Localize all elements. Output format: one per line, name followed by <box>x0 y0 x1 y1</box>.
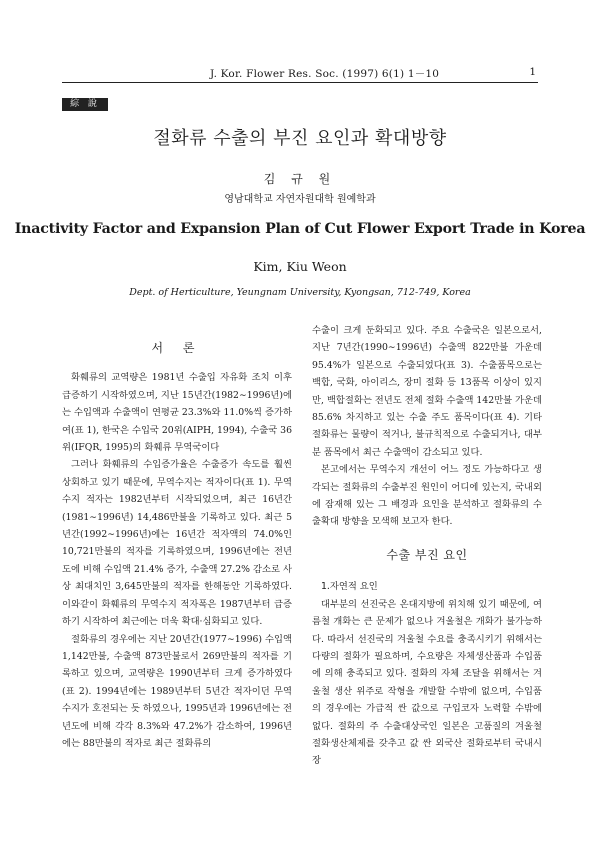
paragraph: 수출이 크게 둔화되고 있다. 주요 수출국은 일본으로서, 지난 7년간(1990∼1996년) 수출액 822만불 가운데 95.4%가 일본으로 수출되었다(표 3). 수출품목으로는 백합, 국화, 아이리스, 장미 절화 등 13품목 이상이 있지만, 백합절화는 전년도 전체 절화 수출액 142만불 가운데 85.6% 차지하고 있는 수출 주도 품목이다(표 4). 기타 절화류는 물량이 적거나, 불규칙적으로 수출되거나, 대부분 품목에서 최근 수출액이 감소되고 있다. <box>312 325 542 458</box>
korean-author: 김 규 원 <box>263 172 337 186</box>
journal-citation: J. Kor. Flower Res. Soc. (1997) 6(1) 1－10 <box>210 68 440 80</box>
paragraph: 절화류의 경우에는 지난 20년간(1977∼1996) 수입액 1,142만불, 수출액 873만불로서 269만불의 적자를 기록하고 있으며, 교역량은 1990년부터 크게 증가하였다(표 2). 1994년에는 1989년부터 5년간 적자이던 무역수지가 호전되는 듯 하였으나, 1995년과 1996년에는 전년도에 비해 각각 8.3%와 47.2%가 감소하여, 1996년에는 88만불의 적자로 최근 절화류의 <box>62 633 292 749</box>
header-rule <box>62 82 538 83</box>
paragraph: 본고에서는 무역수지 개선이 어느 정도 가능하다고 생각되는 절화류의 수출부진 원인이 어디에 있는지, 국내외에 잠재해 있는 그 배경과 요인을 분석하고 절화류의 수출확대 방향을 모색해 보고자 한다. <box>312 464 542 528</box>
english-title: Inactivity Factor and Expansion Plan of Cut Flower Export Trade in Korea <box>14 221 586 237</box>
english-author: Kim, Kiu Weon <box>253 259 347 274</box>
left-column <box>62 322 292 752</box>
paragraph: 화훼류의 교역량은 1981년 수출입 자유화 조치 이후 급증하기 시작하였으며, 지난 15년간(1982∼1996년)에는 수입액과 수출액이 연평균 23.3%와 11.0%씩 증가하여(표 1), 한국은 수입국 20위(AIPH, 1994), 수출국 36위(IFQR, 1995)의 화훼류 무역국이다 <box>62 372 292 454</box>
category-tag: 綜 說 <box>62 98 108 111</box>
right-column <box>312 322 542 770</box>
section-heading-introduction: 서 론 <box>151 341 203 355</box>
paragraph: 대부분의 선진국은 온대지방에 위치해 있기 때문에, 여름철 개화는 큰 문제가 없으나 겨울철은 개화가 불가능하다. 따라서 선진국의 겨울철 수요를 충족시키기 위해서는 다량의 절화가 필요하며, 수요량은 자체생산품과 수입품에 의해 충족되고 있다. 절화의 자체 조달을 위해서는 겨울철 생산 위주로 작형을 개발할 수밖에 없으며, 수입품의 경우에는 가급적 싼 값으로 구입코자 노력할 수밖에 없다. 절화의 주 수출대상국인 일본은 고품질의 겨울철 절화생산체제를 갖추고 값 싼 외국산 절화로부터 국내시장 <box>312 598 542 767</box>
running-header <box>0 66 600 80</box>
paragraph: 그러나 화훼류의 수입증가율은 수출증가 속도를 훨씬 상회하고 있기 때문에, 무역수지는 적자이다(표 1). 무역수지 적자는 1982년부터 시작되었으며, 최근 16년간(1981∼1996년) 14,486만불을 기록하고 있다. 최근 5년간(1992∼1996년)에는 16년간 적자액의 74.0%인 10,721만불의 적자를 기록하였으며, 1996년에는 전년도에 비해 수입액 21.4% 증가, 수출액 27.2% 감소로 사상 최대치인 3,645만불의 적자를 한해동안 기록하였다. 이와같이 화훼류의 무역수지 적자폭은 1987년부터 급증하기 시작하여 최근에는 더욱 확대·심화되고 있다. <box>62 459 292 628</box>
subsection-heading: 1.자연적 요인 <box>321 581 378 593</box>
korean-title: 절화류 수출의 부진 요인과 확대방향 <box>153 128 447 149</box>
english-affiliation: Dept. of Herticulture, Yeungnam University, Kyongsan, 712-749, Korea <box>129 287 471 298</box>
section-heading-export-factors: 수출 부진 요인 <box>386 547 468 562</box>
korean-affiliation: 영남대학교 자연자원대학 원예학과 <box>224 194 376 205</box>
page-number: 1 <box>529 66 536 78</box>
